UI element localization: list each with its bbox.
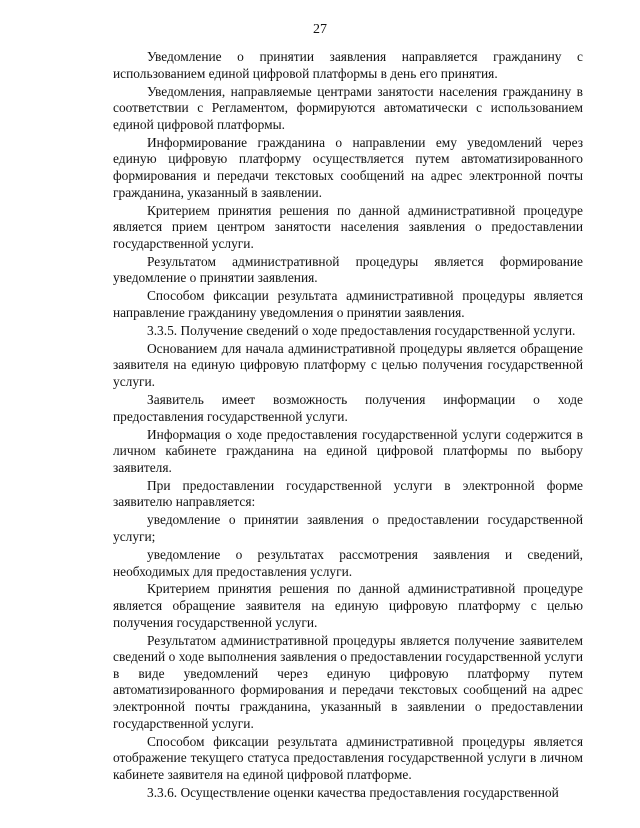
paragraph-fixation-method: Способом фиксации результата административной процедуры является направление гражданину уведомления о принятии заявления.: [113, 288, 583, 320]
paragraph-decision-criterion-2: Критерием принятия решения по данной административной процедуре является обращение заявителя на единую цифровую платформу с целью получения государственной услуги.: [113, 581, 583, 630]
paragraph-procedure-basis: Основанием для начала административной процедуры является обращение заявителя на единую цифровую платформу с целью получения государственной услуги.: [113, 340, 583, 390]
paragraph-informing-citizen: Информирование гражданина о направлении ему уведомлений через единую цифровую платформу осуществляется путем автоматизированного формирования и передачи текстовых сообщений на адрес электронной почты гражданина, указанный в заявлении.: [113, 134, 583, 200]
paragraph-applicant-info: Заявитель имеет возможность получения информации о ходе предоставления государственной услуги.: [113, 392, 583, 424]
paragraph-fixation-method-2: Способом фиксации результата административной процедуры является отображение текущего статуса предоставления государственной услуги в личном кабинете заявителя на единой цифровой платформе.: [113, 733, 583, 782]
page-number: 27: [313, 22, 327, 37]
paragraph-notification-sent: Уведомление о принятии заявления направляется гражданину с использованием единой цифровой платформы в день его принятия.: [113, 49, 583, 81]
paragraph-procedure-result-2: Результатом административной процедуры является получение заявителем сведений о ходе выполнения заявления о предоставлении государственной услуги в виде уведомлений через единую цифровую платформу путем автоматизированного формирования и передачи текстовых сообщений на адрес электронной почты гражданина, указанный в заявлении о предоставлении государственной услуги.: [113, 632, 583, 731]
paragraph-decision-criterion: Критерием принятия решения по данной административной процедуре является прием центром занятости населения заявления о предоставлении государственной услуги.: [113, 202, 583, 251]
document-body: [113, 49, 583, 803]
list-item-results-notice: уведомление о результатах рассмотрения заявления и сведений, необходимых для предоставления услуги.: [113, 546, 583, 579]
paragraph-notifications-auto: Уведомления, направляемые центрами занятости населения гражданину в соответствии с Регламентом, формируются автоматически с использованием единой цифровой платформы.: [113, 83, 583, 132]
paragraph-progress-info: Информация о ходе предоставления государственной услуги содержится в личном кабинете гражданина на единой цифровой платформы по выбору заявителя.: [113, 426, 583, 475]
section-heading-3-3-6: 3.3.6. Осуществление оценки качества предоставления государственной: [147, 784, 559, 800]
list-item-acceptance-notice: уведомление о принятии заявления о предоставлении государственной услуги;: [113, 512, 583, 544]
paragraph-procedure-result: Результатом административной процедуры является формирование уведомление о принятии заявления.: [113, 253, 583, 286]
paragraph-electronic-form: При предоставлении государственной услуги в электронной форме заявителю направляется:: [113, 477, 583, 510]
section-heading-3-3-5: 3.3.5. Получение сведений о ходе предоставления государственной услуги.: [147, 322, 576, 338]
